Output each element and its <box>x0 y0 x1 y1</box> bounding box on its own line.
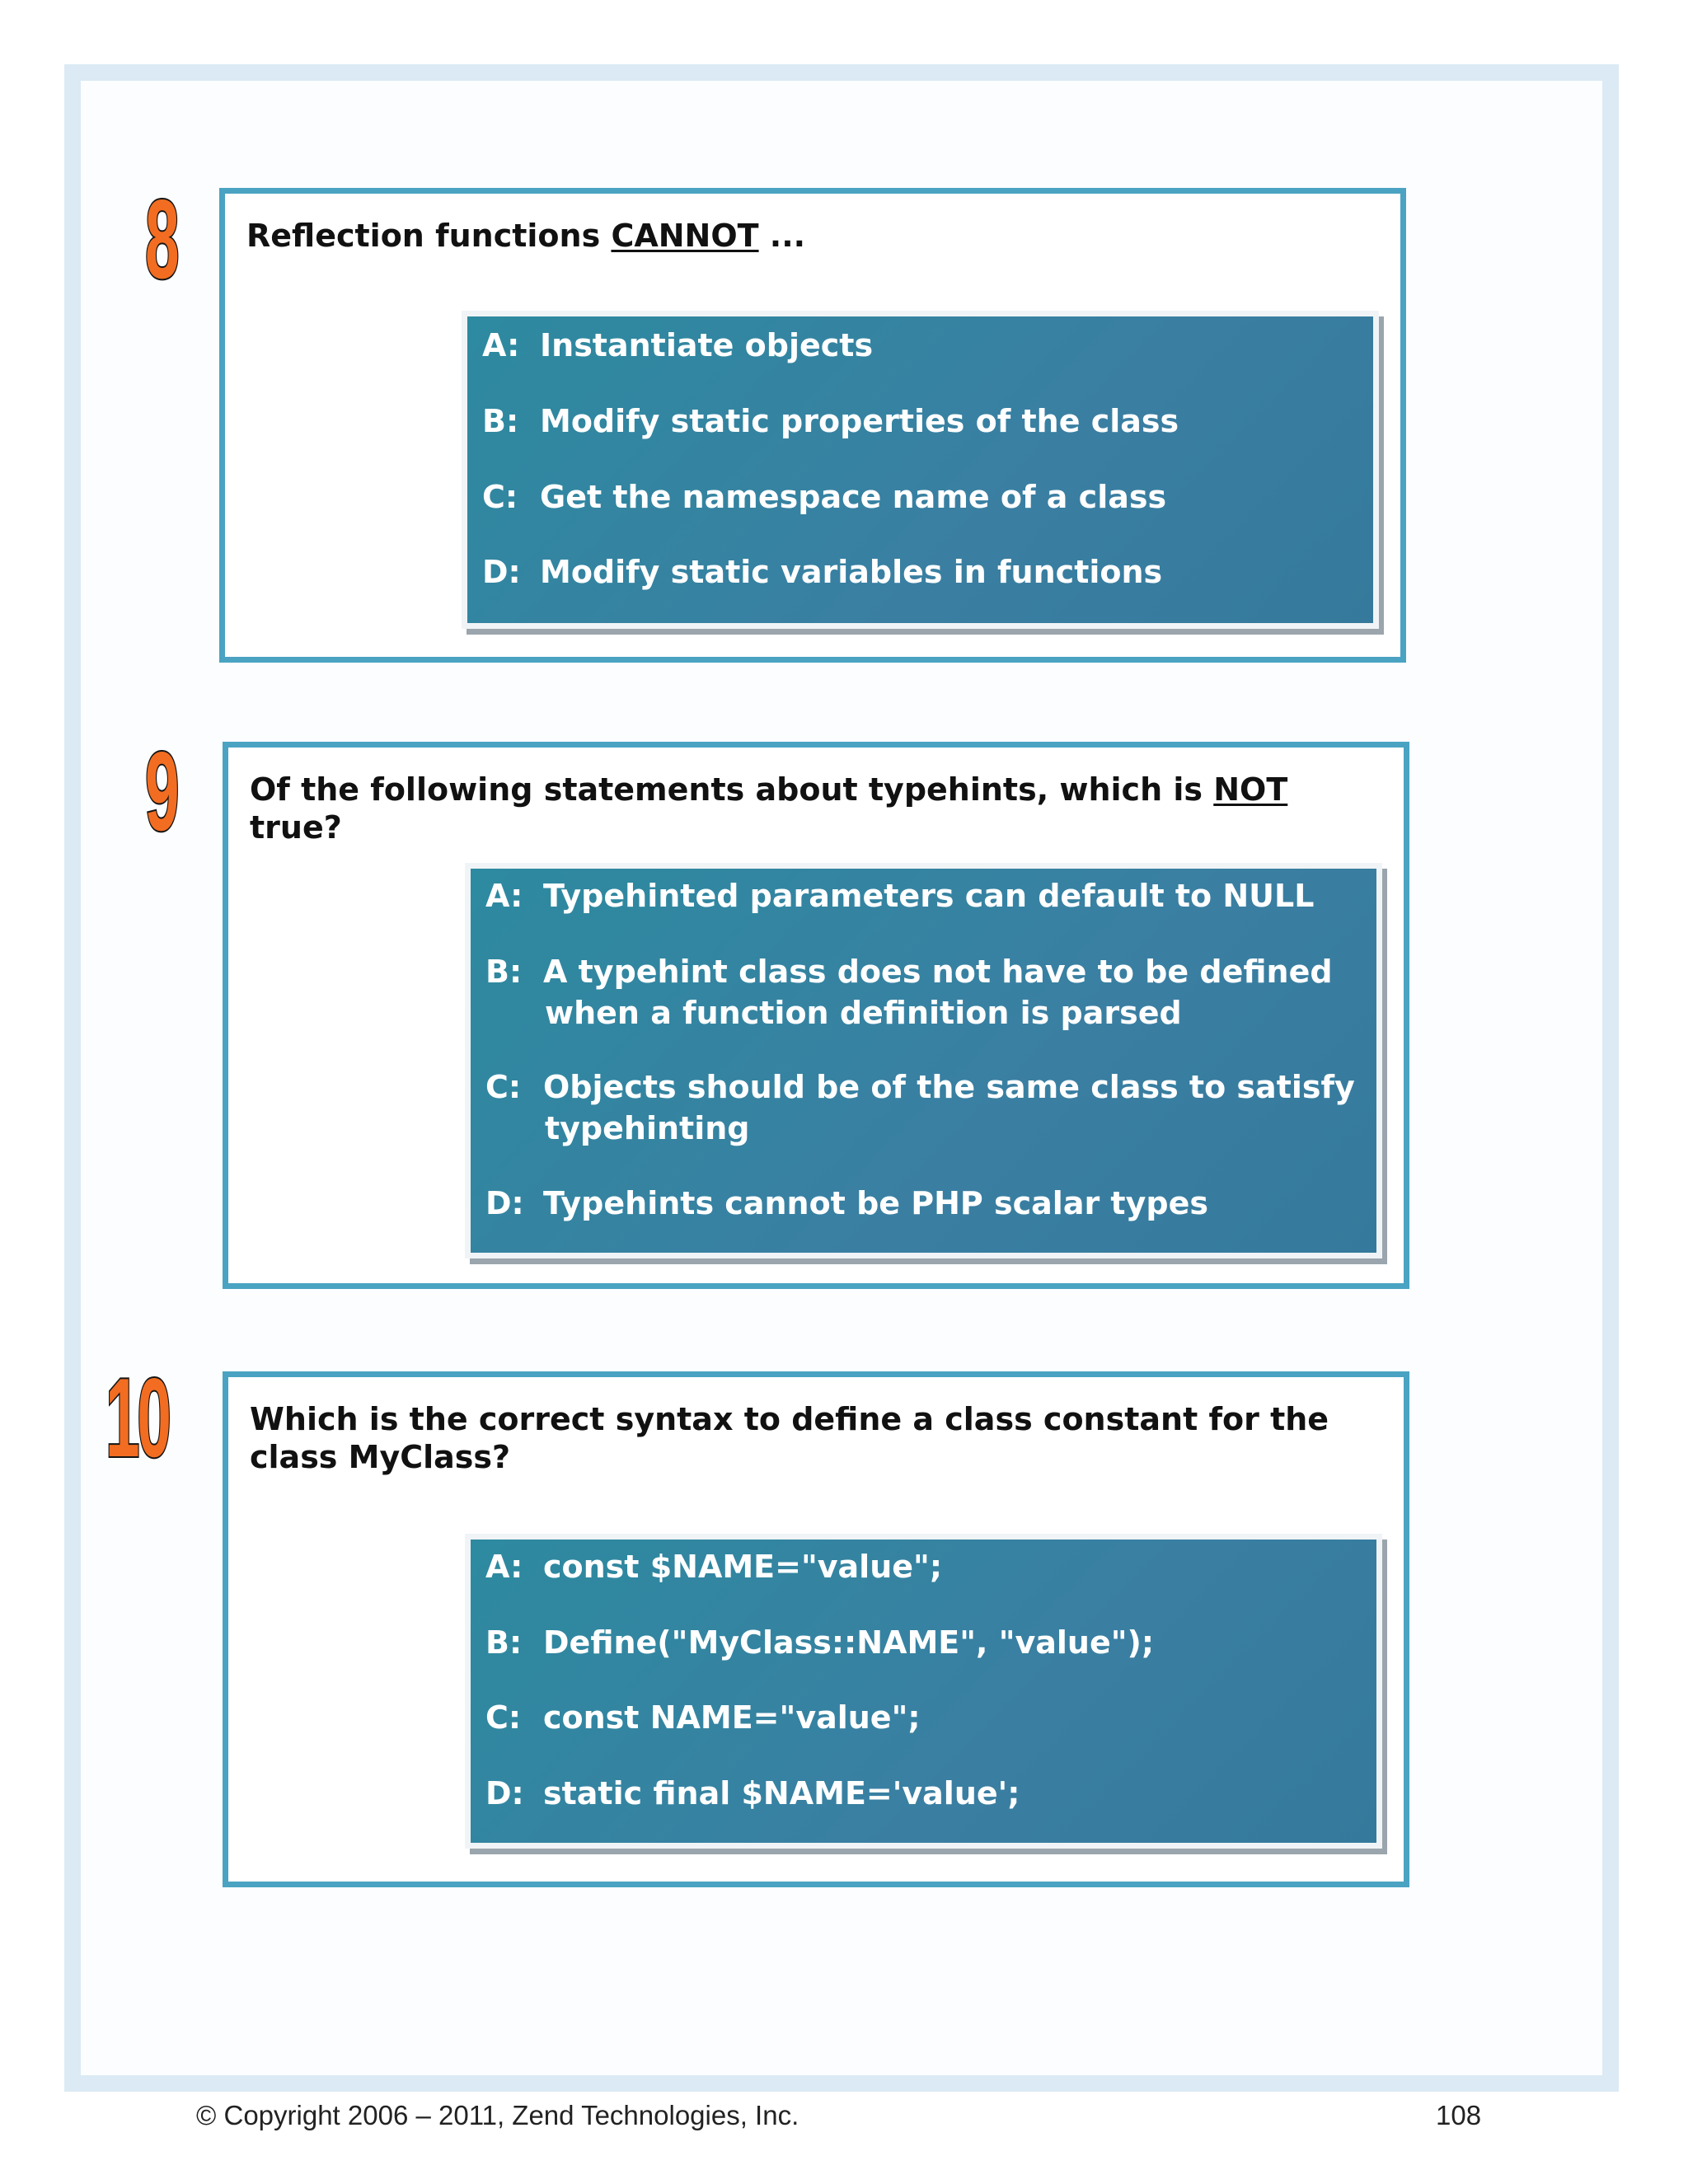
option-key: B: <box>485 954 523 990</box>
prompt-text: ... <box>758 218 806 254</box>
answer-option-d[interactable] <box>485 1773 1360 1814</box>
prompt-text: Of the following statements about typehints, which is <box>250 771 1214 808</box>
answer-option-d[interactable] <box>482 551 1357 593</box>
option-text: static final $NAME='value'; <box>543 1775 1020 1811</box>
option-text: Modify static properties of the class <box>540 403 1179 439</box>
question-box <box>223 742 1409 1289</box>
copyright-notice: © Copyright 2006 – 2011, Zend Technologies, Inc. <box>196 2100 799 2130</box>
question-number: 9 <box>145 729 177 854</box>
option-text: Typehints cannot be PHP scalar types <box>543 1185 1208 1221</box>
option-text: Define("MyClass::NAME", "value"); <box>543 1624 1155 1661</box>
option-text: Objects should be of the same class to satisfy <box>543 1069 1355 1105</box>
question-box <box>219 188 1406 663</box>
option-key: A: <box>485 1549 523 1585</box>
answer-panel <box>462 311 1379 629</box>
answer-option-a[interactable] <box>485 875 1360 916</box>
option-key: A: <box>485 878 523 914</box>
question-prompt <box>246 217 1376 255</box>
option-text: Typehinted parameters can default to NULL <box>543 878 1315 914</box>
question-box <box>223 1371 1409 1887</box>
option-key: C: <box>485 1699 522 1736</box>
option-text: Get the namespace name of a class <box>540 479 1167 515</box>
option-key: B: <box>482 403 519 439</box>
answer-option-b[interactable] <box>485 951 1360 1033</box>
prompt-text: Which is the correct syntax to define a class constant for the class MyClass? <box>250 1401 1329 1475</box>
prompt-emphasis: NOT <box>1213 771 1288 808</box>
answer-option-c[interactable] <box>482 476 1357 518</box>
option-key: A: <box>482 327 520 363</box>
option-key: C: <box>485 1069 522 1105</box>
option-key: D: <box>485 1775 524 1811</box>
option-text: Modify static variables in functions <box>540 554 1163 590</box>
answer-option-b[interactable] <box>482 401 1357 442</box>
answer-option-b[interactable] <box>485 1622 1360 1663</box>
option-key: D: <box>485 1185 524 1221</box>
prompt-emphasis: CANNOT <box>611 218 759 254</box>
option-text: const $NAME="value"; <box>543 1549 943 1585</box>
answer-option-d[interactable] <box>485 1183 1360 1224</box>
option-key: B: <box>485 1624 523 1661</box>
answer-panel <box>465 863 1382 1258</box>
page-number: 108 <box>1436 2100 1482 2130</box>
answer-option-c[interactable] <box>485 1697 1360 1738</box>
question-prompt <box>250 771 1379 846</box>
answer-option-a[interactable] <box>485 1546 1360 1587</box>
option-text-continued: typehinting <box>545 1110 750 1146</box>
answer-option-c[interactable] <box>485 1066 1360 1149</box>
prompt-text: true? <box>250 809 342 846</box>
option-text: Instantiate objects <box>540 327 874 363</box>
answer-panel <box>465 1534 1382 1849</box>
option-key: C: <box>482 479 518 515</box>
prompt-text: Reflection functions <box>246 218 612 254</box>
option-key: D: <box>482 554 521 590</box>
question-number: 8 <box>145 176 177 302</box>
option-text-continued: when a function definition is parsed <box>545 995 1182 1031</box>
question-prompt <box>250 1400 1379 1476</box>
answer-option-a[interactable] <box>482 325 1357 366</box>
option-text: const NAME="value"; <box>543 1699 921 1736</box>
question-number: 10 <box>106 1355 169 1480</box>
option-text: A typehint class does not have to be defined <box>543 954 1333 990</box>
